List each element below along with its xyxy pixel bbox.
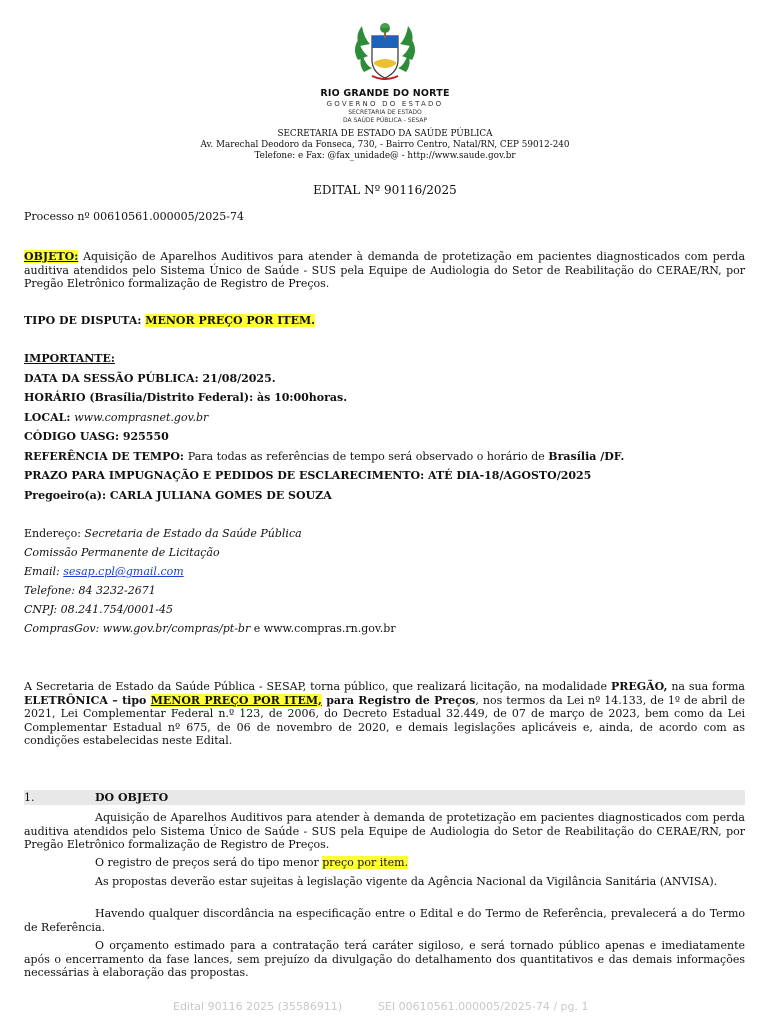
horario: HORÁRIO (Brasília/Distrito Federal): às 10:00horas.: [24, 391, 348, 404]
comprasgov-rest: e www.compras.rn.gov.br: [250, 622, 396, 635]
objeto-paragraph: [24, 250, 745, 291]
item-text: O registro de preços será do tipo menor: [95, 856, 323, 869]
item-text: Aquisição de Aparelhos Auditivos para atender à demanda de protetização em pacientes diagnosticados com perda auditiva atendidos pelo Sistema Único de Saúde - SUS pela Equipe de Audiologia do Setor de Reabilitação do CERAE/RN, por Pregão Eletrônico formalização de Registro de Preços.: [24, 811, 745, 851]
endereco-label: Endereço:: [24, 527, 85, 540]
objeto-text: Aquisição de Aparelhos Auditivos para atender à demanda de protetização em pacientes diagnosticados com perda auditiva atendidos pelo Sistema Único de Saúde - SUS pela Equipe de Audiologia do Setor de Reabilitação do CERAE/RN, por Pregão Eletrônico formalização de Registro de Preços.: [24, 250, 745, 290]
state-crest-icon: [350, 16, 420, 86]
comissao-line: Comissão Permanente de Licitação: [24, 546, 220, 559]
document-title: EDITAL Nº 90116/2025: [313, 183, 457, 197]
footer-document-id: Edital 90116 2025 (35586911): [173, 1000, 343, 1013]
intro-paragraph: [24, 680, 745, 748]
item-1-1: [24, 811, 745, 852]
intro-highlight: MENOR PREÇO POR ITEM,: [150, 693, 322, 707]
intro-bold-1: PREGÃO,: [610, 680, 668, 693]
secretaria-heading: SECRETARIA DE ESTADO DA SAÚDE PÚBLICA: [277, 129, 493, 139]
item-1-4: [24, 907, 745, 934]
item-1-3: [24, 875, 745, 889]
item-highlight: preço por item.: [322, 856, 409, 869]
footer-sei-page: SEI 00610561.000005/2025-74 / pg. 1: [378, 1000, 589, 1013]
referencia-tempo: [24, 450, 745, 464]
state-name: RIO GRANDE DO NORTE: [320, 88, 450, 99]
item-text: O orçamento estimado para a contratação terá caráter sigiloso, e será tornado público apenas e imediatamente após o encerramento da fase lances, sem prejuízo da divulgação do detalhamento dos quantitativos e das demais informações necessárias à elaboração das propostas.: [24, 939, 745, 979]
phone-line: Telefone: e Fax: @fax_unidade@ - http://www.saude.gov.br: [254, 151, 516, 161]
email-link[interactable]: sesap.cpl@gmail.com: [63, 565, 184, 578]
address-line: Av. Marechal Deodoro da Fonseca, 730, - Bairro Centro, Natal/RN, CEP 59012-240: [200, 140, 570, 150]
section-1-title: DO OBJETO: [95, 791, 169, 804]
department-label: [0, 109, 770, 124]
comprasgov-label: ComprasGov: www.gov.br/compras/pt-br: [24, 622, 251, 635]
item-text: Havendo qualquer discordância na especificação entre o Edital e do Termo de Referência, prevalecerá a do Termo de Referência.: [24, 907, 745, 934]
intro-text-1: A Secretaria de Estado da Saúde Pública - SESAP, torna público, que realizará licitação, na modalidade: [24, 680, 611, 693]
local-line: [24, 411, 745, 425]
telefone-line: Telefone: 84 3232-2671: [24, 584, 156, 597]
email-label: Email:: [24, 565, 64, 578]
sessao-date: DATA DA SESSÃO PÚBLICA: 21/08/2025.: [24, 372, 276, 385]
item-1-5: [24, 939, 745, 980]
pregoeiro: Pregoeiro(a): CARLA JULIANA GOMES DE SOUZA: [24, 489, 332, 502]
intro-bold-3: para Registro de Preços: [321, 693, 476, 707]
dept-line-1: SECRETARIA DE ESTADO: [348, 109, 422, 116]
item-text: As propostas deverão estar sujeitas à legislação vigente da Agência Nacional da Vigilância Sanitária (ANVISA).: [95, 875, 718, 888]
section-1-number: 1.: [24, 791, 35, 804]
ref-bold: Brasília /DF.: [548, 450, 625, 463]
endereco-value: Secretaria de Estado da Saúde Pública: [84, 527, 302, 540]
intro-text-3: , nos termos da Lei nº 14.133, de 1º de abril de 2021, Lei Complementar Federal n.º 123, de 2006, do Decreto Estadual 32.449, de 07 de março de 2023, bem como da Lei Complementar Estadual nº 675, de 06 de novembro de 2020, e demais legislações aplicáveis e, ainda, de acordo com as condições estabelecidas neste Edital.: [24, 693, 745, 747]
cnpj-line: CNPJ: 08.241.754/0001-45: [24, 603, 174, 616]
prazo-impugnacao: PRAZO PARA IMPUGNAÇÃO E PEDIDOS DE ESCLARECIMENTO: ATÉ DIA-18/AGOSTO/2025: [24, 469, 592, 482]
government-label: GOVERNO DO ESTADO: [326, 100, 444, 108]
importante-heading: IMPORTANTE:: [24, 352, 115, 365]
disputa-label: TIPO DE DISPUTA:: [24, 314, 146, 327]
ref-label: REFERÊNCIA DE TEMPO:: [24, 450, 188, 463]
dept-line-2: DA SAÚDE PÚBLICA - SESAP: [342, 116, 427, 124]
intro-bold-2: ELETRÔNICA – tipo: [24, 693, 151, 707]
local-value: www.comprasnet.gov.br: [74, 411, 209, 424]
local-label: LOCAL:: [24, 411, 75, 424]
objeto-label: OBJETO:: [24, 250, 79, 263]
comprasgov-line: [24, 622, 745, 636]
intro-text-2: na sua forma: [667, 680, 745, 693]
processo-number: Processo nº 00610561.000005/2025-74: [24, 210, 245, 223]
tipo-disputa: [24, 314, 745, 328]
endereco-line: [24, 527, 745, 541]
item-1-2: [24, 856, 745, 870]
email-line: [24, 565, 745, 579]
ref-text: Para todas as referências de tempo será observado o horário de: [187, 450, 549, 463]
disputa-value: MENOR PREÇO POR ITEM.: [145, 314, 315, 327]
codigo-uasg: CÓDIGO UASG: 925550: [24, 430, 169, 443]
